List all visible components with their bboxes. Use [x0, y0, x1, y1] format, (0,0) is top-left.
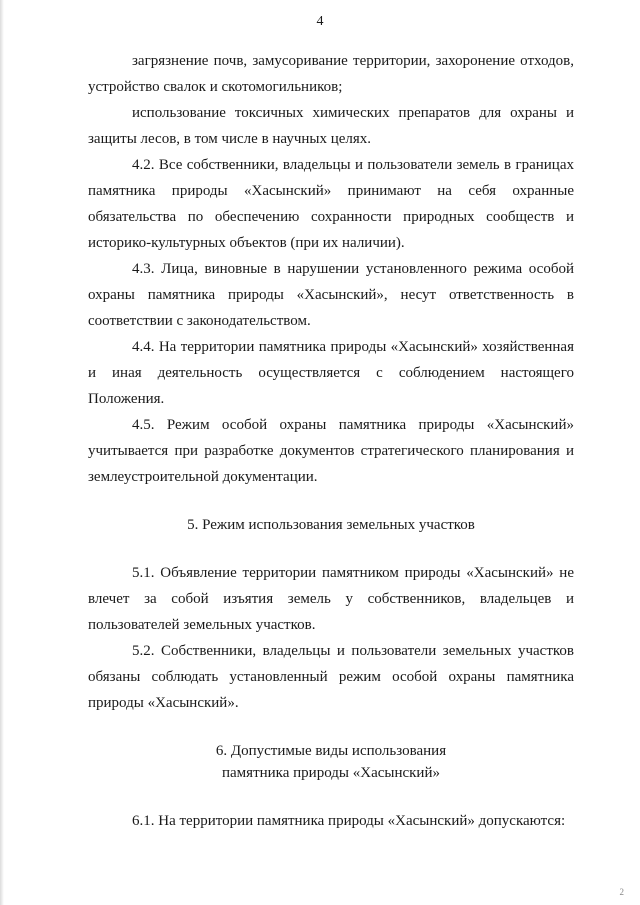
scan-edge-mark: 2: [619, 887, 624, 897]
section-6-title-line2: памятника природы «Хасынский»: [222, 765, 440, 781]
paragraph-4-2: 4.2. Все собственники, владельцы и пользователи земель в границах памятника природы «Хасынский» принимают на себя охранные обязательства по обеспечению сохранности природных сообществ и историко-культурных объектов (при их наличии).: [88, 157, 574, 251]
page-number: 4: [316, 14, 324, 29]
paragraph-4-4: 4.4. На территории памятника природы «Хасынский» хозяйственная и иная деятельность осуществляется с соблюдением настоящего Положения.: [88, 339, 574, 407]
spacer: [88, 716, 574, 740]
spacer: [88, 784, 574, 808]
paragraph-6-1: 6.1. На территории памятника природы «Хасынский» допускаются:: [132, 813, 566, 829]
scan-edge-shade: [0, 0, 4, 905]
paragraph-4-3: 4.3. Лица, виновные в нарушении установленного режима особой охраны памятника природы «Хасынский», несут ответственность в соответствии с законодательством.: [88, 261, 574, 329]
document-body: [88, 48, 574, 834]
paragraph-4-5: 4.5. Режим особой охраны памятника природы «Хасынский» учитывается при разработке документов стратегического планирования и землеустроительной документации.: [88, 417, 574, 485]
paragraph-pollution: загрязнение почв, замусоривание территории, захоронение отходов, устройство свалок и скотомогильников;: [88, 53, 574, 95]
paragraph-5-2: 5.2. Собственники, владельцы и пользователи земельных участков обязаны соблюдать установленный режим особой охраны памятника природы «Хасынский».: [88, 643, 574, 711]
section-6-title-line1: 6. Допустимые виды использования: [215, 743, 447, 759]
paragraph-5-1: 5.1. Объявление территории памятником природы «Хасынский» не влечет за собой изъятия земель у собственников, владельцев и пользователей земельных участков.: [88, 565, 574, 633]
paragraph-toxic-chemicals: использование токсичных химических препаратов для охраны и защиты лесов, в том числе в научных целях.: [88, 105, 574, 147]
spacer: [88, 490, 574, 514]
section-5-title: 5. Режим использования земельных участков: [187, 517, 475, 533]
spacer: [88, 536, 574, 560]
